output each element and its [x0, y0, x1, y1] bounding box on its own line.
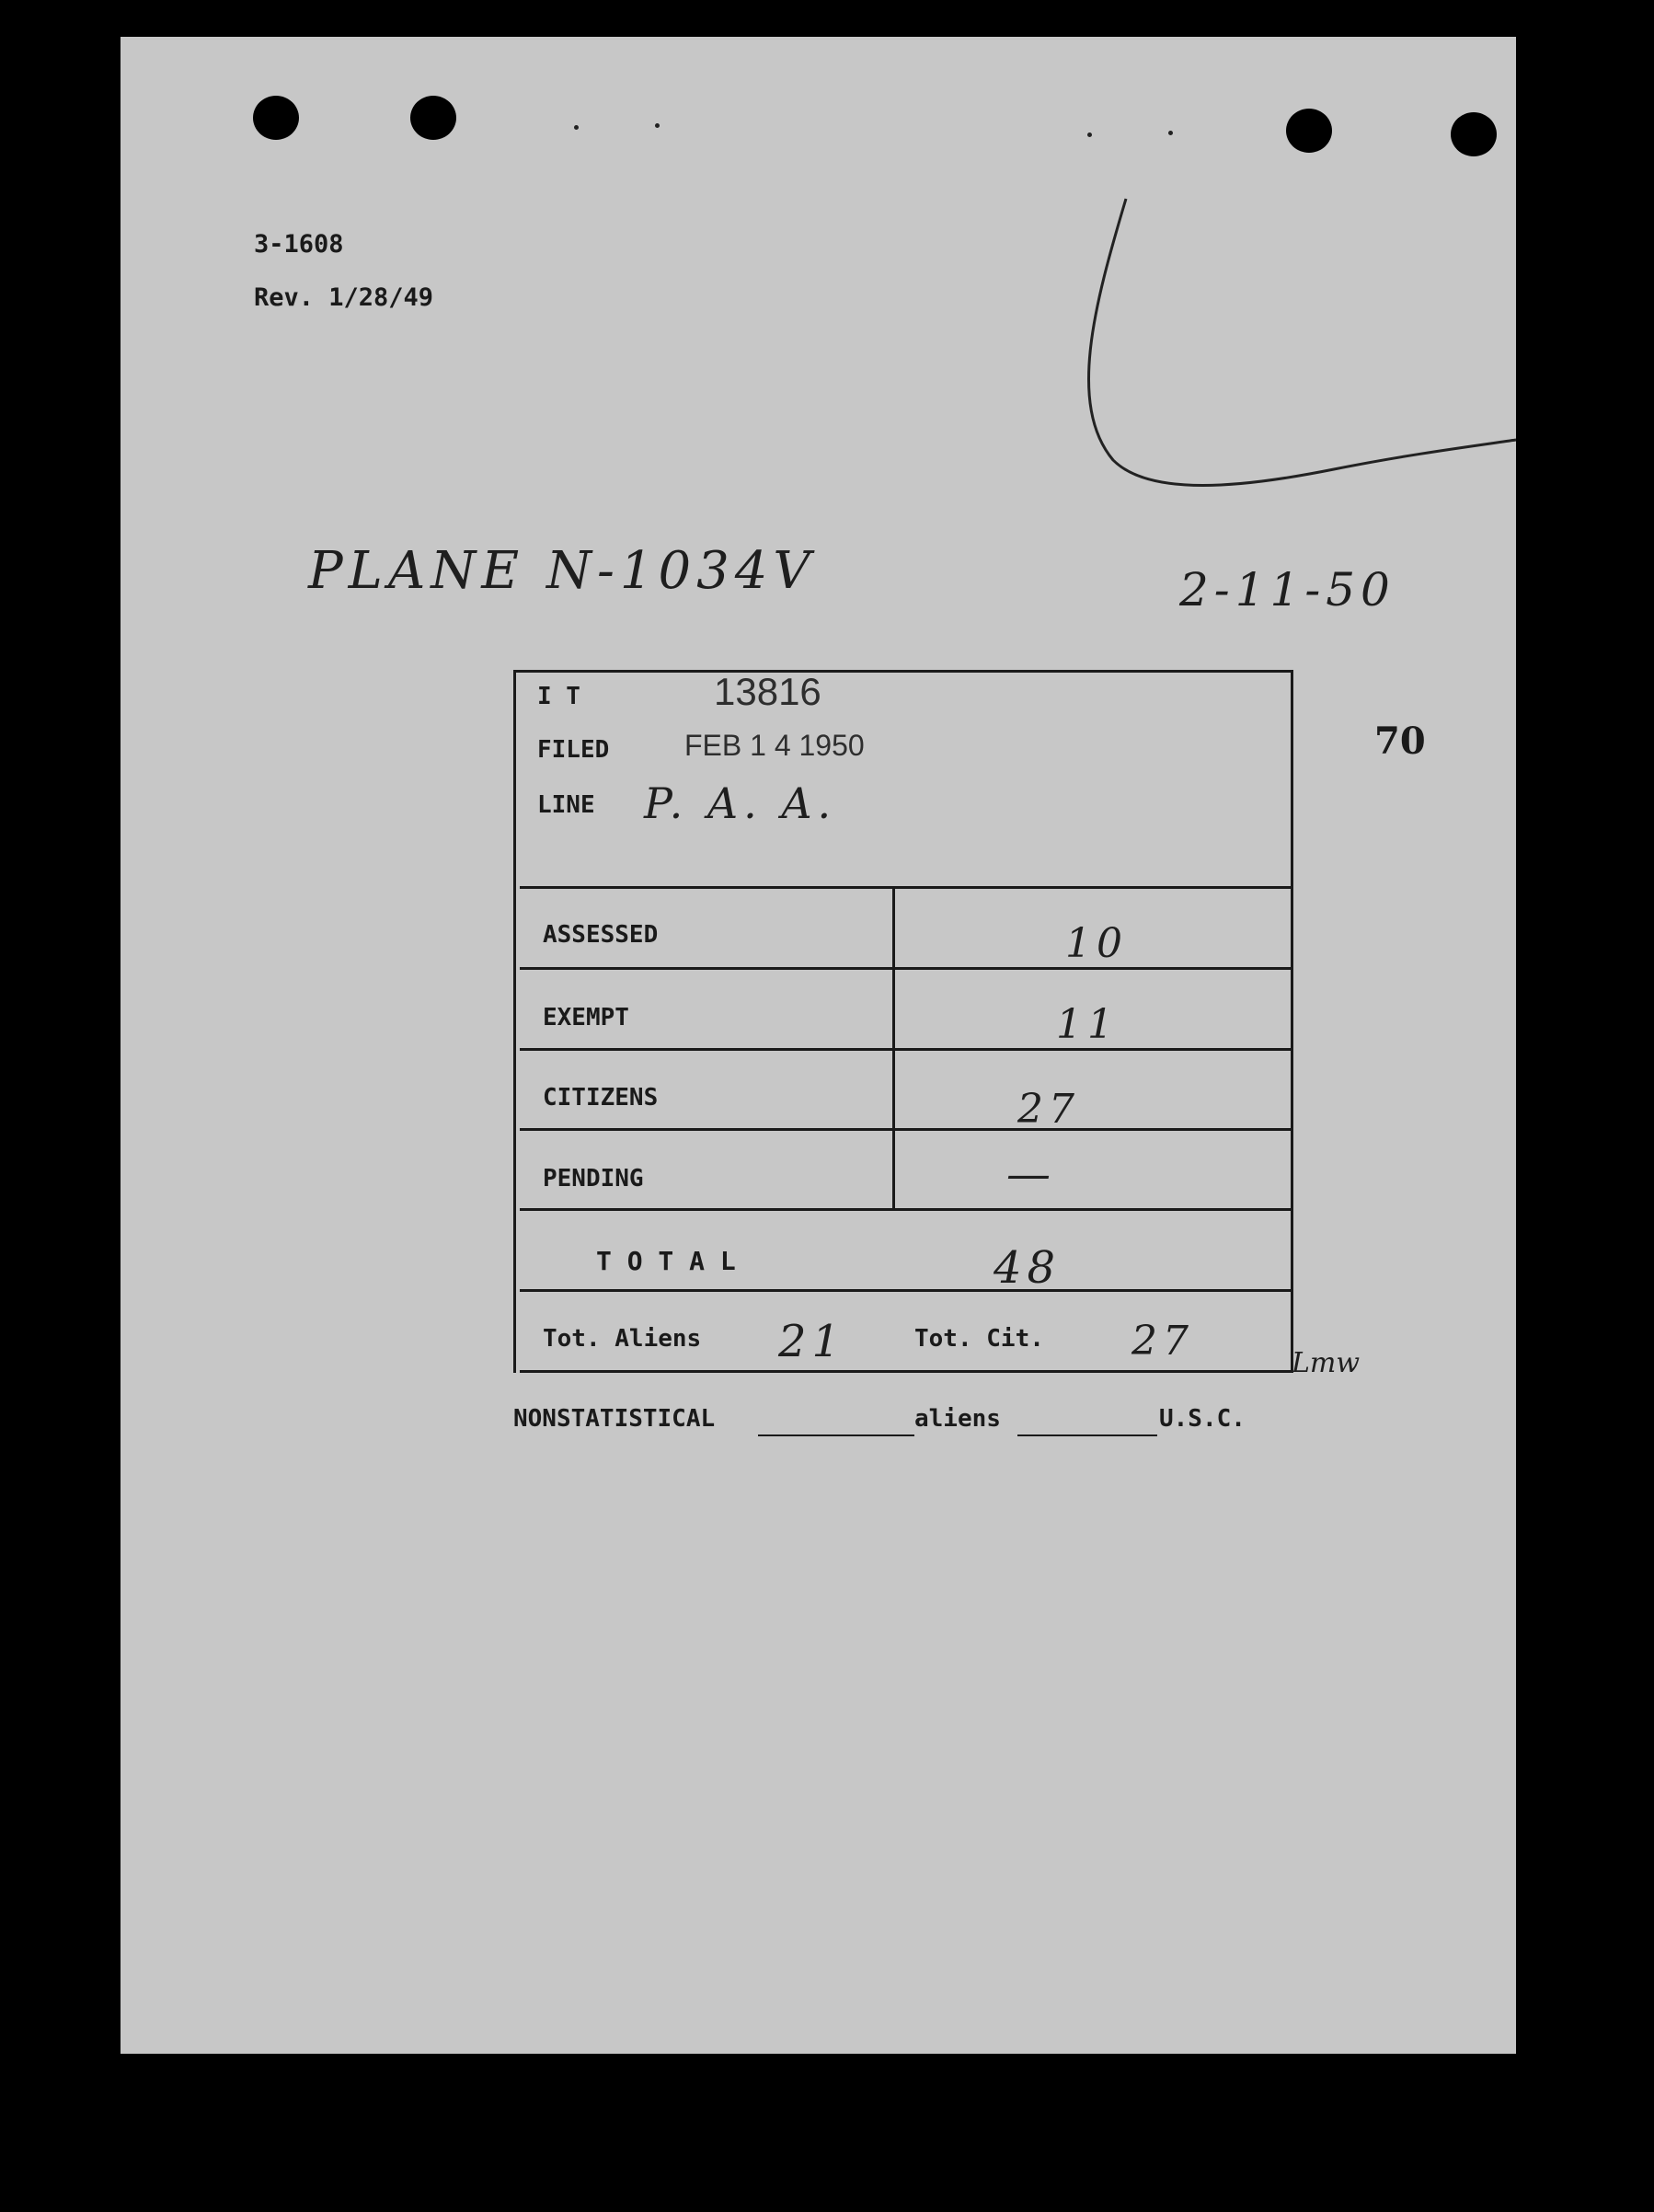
punch-hole — [410, 96, 456, 140]
filed-label: FILED — [537, 736, 610, 764]
punch-hole — [253, 96, 299, 140]
row-value-pending: — — [1006, 1148, 1056, 1200]
line-label: LINE — [537, 791, 595, 819]
total-aliens-label: Tot. Aliens — [543, 1325, 702, 1353]
row-value-assessed: 10 — [1065, 920, 1128, 967]
pin-dot — [655, 123, 660, 128]
pin-dot — [574, 125, 579, 130]
total-citizens-value: 27 — [1131, 1318, 1194, 1365]
usc-label: U.S.C. — [1159, 1405, 1246, 1433]
pin-dot — [1168, 131, 1173, 135]
handwritten-date: 2-11-50 — [1179, 563, 1396, 616]
form-revision: Rev. 1/28/49 — [254, 283, 434, 312]
punch-hole — [1451, 112, 1497, 156]
table-line — [520, 1208, 1292, 1211]
row-label-assessed: ASSESSED — [543, 921, 659, 949]
table-line — [520, 1289, 1292, 1292]
box-left-line — [513, 670, 516, 1373]
it-label: I T — [537, 683, 580, 710]
pin-dot — [1087, 132, 1092, 137]
aliens-label: aliens — [914, 1405, 1001, 1433]
table-column-divider — [892, 886, 895, 1210]
airline-name: P. A. A. — [644, 778, 837, 828]
table-line — [520, 1048, 1292, 1051]
pencil-curve — [1058, 193, 1518, 506]
it-number: 13816 — [714, 670, 821, 713]
nonstatistical-blank — [758, 1434, 914, 1436]
row-value-citizens: 27 — [1017, 1086, 1080, 1133]
row-label-exempt: EXEMPT — [543, 1004, 629, 1031]
row-label-citizens: CITIZENS — [543, 1084, 659, 1112]
form-number: 3-1608 — [254, 230, 344, 259]
row-label-pending: PENDING — [543, 1165, 644, 1192]
table-bottom-line — [520, 1370, 1292, 1373]
row-value-exempt: 11 — [1056, 1001, 1119, 1048]
punch-hole — [1286, 109, 1332, 153]
table-line — [520, 1128, 1292, 1131]
total-aliens-value: 21 — [778, 1316, 846, 1367]
box-right-line — [1291, 670, 1293, 1373]
table-top-line — [520, 886, 1292, 889]
filed-date-stamp: FEB 1 4 1950 — [684, 729, 865, 762]
total-value: 48 — [994, 1242, 1062, 1294]
margin-number: 70 — [1374, 720, 1426, 763]
box-top-line — [513, 670, 1293, 673]
aliens-blank — [1017, 1434, 1157, 1436]
total-label: T O T A L — [596, 1246, 736, 1276]
initials: Lmw — [1292, 1347, 1361, 1379]
nonstatistical-label: NONSTATISTICAL — [513, 1405, 716, 1433]
plane-number: PLANE N-1034V — [308, 541, 816, 601]
table-line — [520, 967, 1292, 970]
total-citizens-label: Tot. Cit. — [914, 1325, 1044, 1353]
